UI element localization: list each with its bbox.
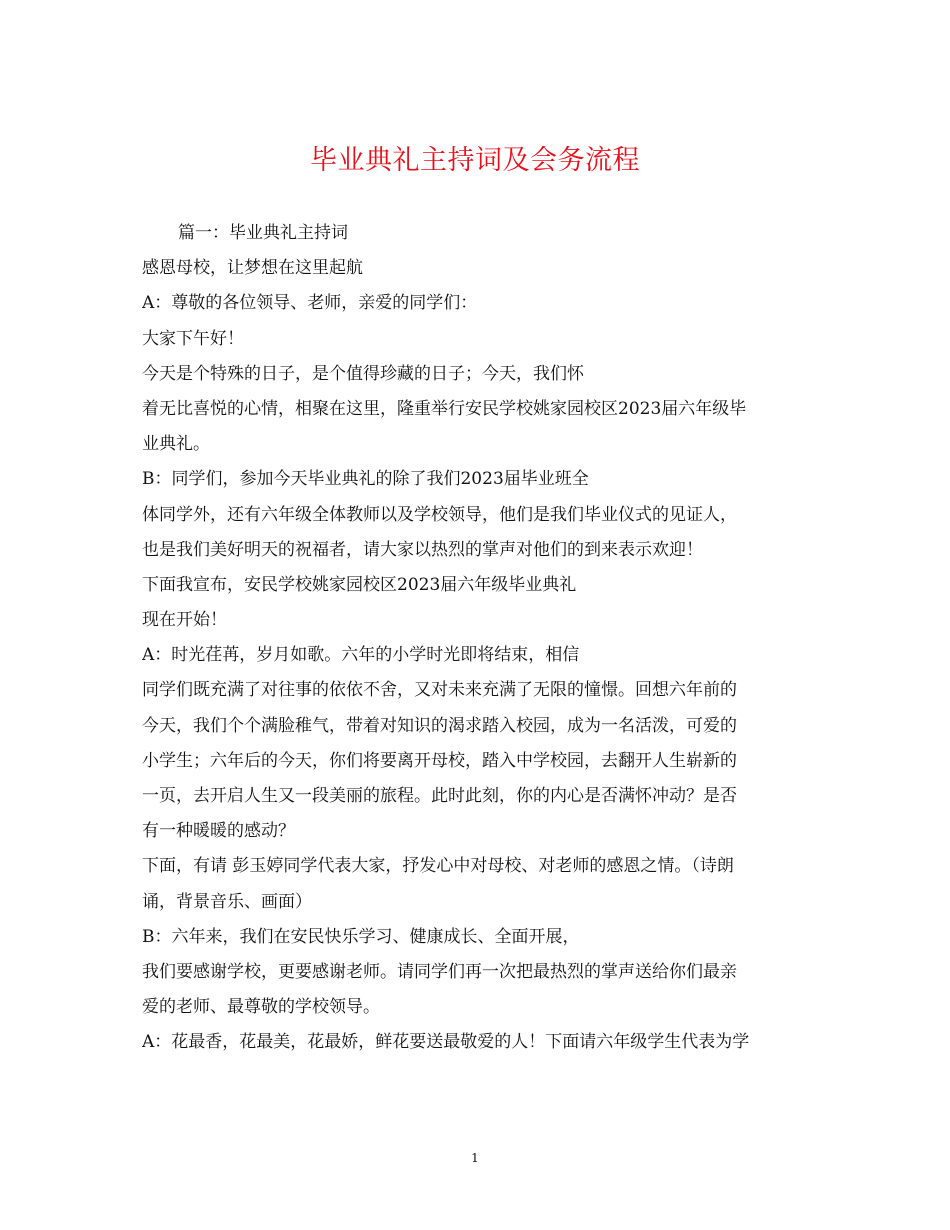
text-line: 也是我们美好明天的祝福者，请大家以热烈的掌声对他们的到来表示欢迎！ [142,539,703,560]
text-line: 今天是个特殊的日子，是个值得珍藏的日子；今天，我们怀 [142,363,584,384]
text-line: 今天，我们个个满脸稚气，带着对知识的渴求踏入校园，成为一名活泼，可爱的 [142,715,737,736]
document-title: 毕业典礼主持词及会务流程 [310,145,640,176]
text-line: 一页，去开启人生又一段美丽的旅程。此时此刻，你的内心是否满怀冲动？是否 [142,786,737,806]
text-line: 同学们既充满了对往事的依依不舍，又对未来充满了无限的憧憬。回想六年前的 [142,680,737,701]
text-line: 感恩母校，让梦想在这里起航 [142,258,363,279]
text-line: 篇一：毕业典礼主持词 [178,223,348,243]
text-line: 我们要感谢学校，更要感谢老师。请同学们再一次把最热烈的掌声送给你们最亲 [142,961,737,982]
text-line: 体同学外，还有六年级全体教师以及学校领导，他们是我们毕业仪式的见证人， [142,504,737,525]
text-line: A：花最香，花最美，花最娇，鲜花要送最敬爱的人！下面请六年级学生代表为学 [142,1032,750,1053]
page-number: 1 [471,1151,479,1165]
text-line: 现在开始！ [142,610,227,631]
text-line: 爱的老师、最尊敬的学校领导。 [142,997,380,1018]
text-line: 业典礼。 [142,434,210,455]
text-line: B：同学们，参加今天毕业典礼的除了我们2023届毕业班全 [142,469,589,490]
text-line: 有一种暖暖的感动？ [142,821,295,842]
text-line: 下面我宣布，安民学校姚家园校区2023届六年级毕业典礼 [142,574,577,595]
text-line: A：时光荏苒，岁月如歌。六年的小学时光即将结束，相信 [142,645,580,666]
text-line: 诵，背景音乐、画面） [142,891,312,912]
text-line: 下面，有请 彭玉婷同学代表大家，抒发心中对母校、对老师的感恩之情。（诗朗 [142,856,734,877]
text-line: B：六年来，我们在安民快乐学习、健康成长、全面开展， [142,926,580,947]
document-body [142,216,822,1061]
text-line: 小学生；六年后的今天，你们将要离开母校，踏入中学校园，去翻开人生崭新的 [142,750,737,771]
text-line: 着无比喜悦的心情，相聚在这里，隆重举行安民学校姚家园校区2023届六年级毕 [142,398,747,419]
text-line: 大家下午好！ [142,328,244,349]
text-line: A：尊敬的各位领导、老师，亲爱的同学们： [142,293,478,314]
